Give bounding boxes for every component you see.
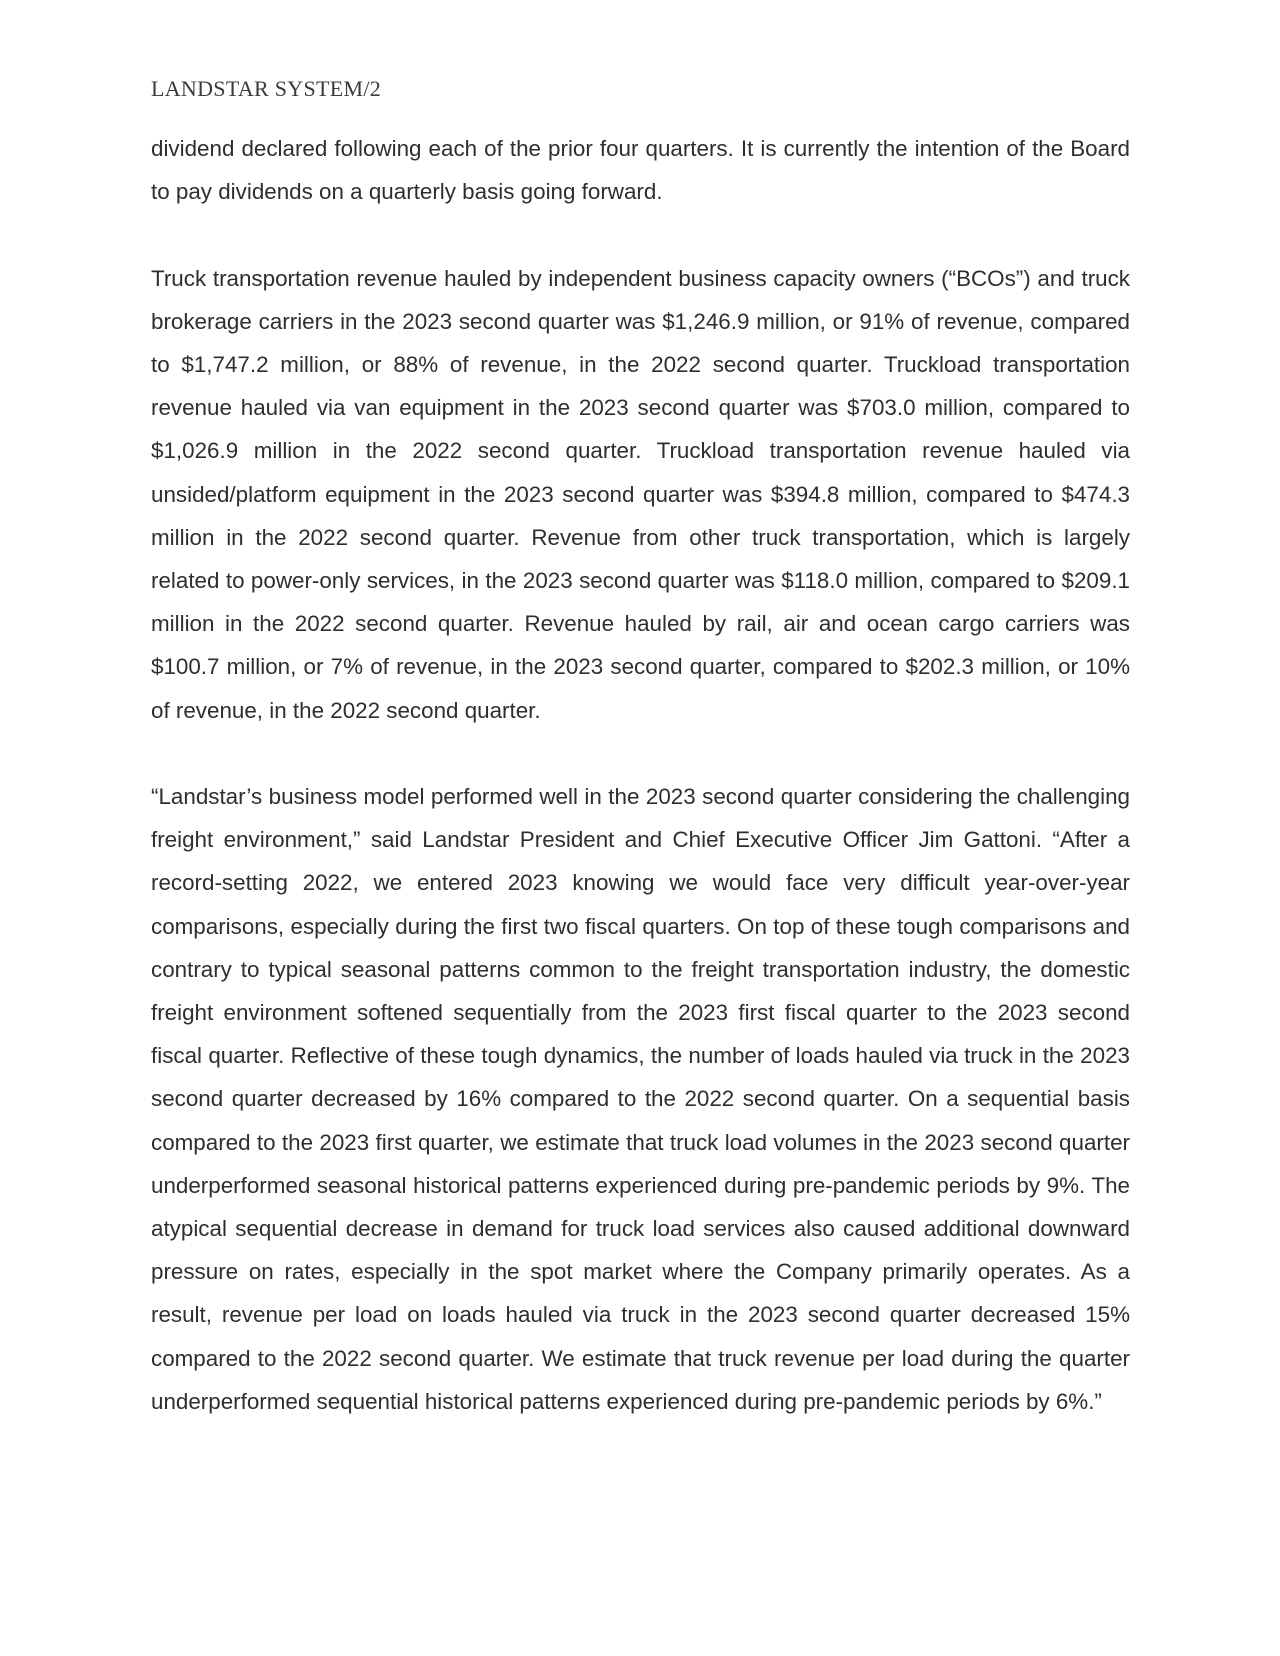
paragraph-ceo-quote: “Landstar’s business model performed well in the 2023 second quarter considering the challenging freight environment,” said Landstar President and Chief Executive Officer Jim Gattoni. “After a record-setting 2022, we entered 2023 knowing we would face very difficult year-over-year comparisons, especially during the first two fiscal quarters. On top of these tough comparisons and contrary to typical seasonal patterns common to the freight transportation industry, the domestic freight environment softened sequentially from the 2023 first fiscal quarter to the 2023 second fiscal quarter. Reflective of these tough dynamics, the number of loads hauled via truck in the 2023 second quarter decreased by 16% compared to the 2022 second quarter. On a sequential basis compared to the 2023 first quarter, we estimate that truck load volumes in the 2023 second quarter underperformed seasonal historical patterns experienced during pre-pandemic periods by 9%. The atypical sequential decrease in demand for truck load services also caused additional downward pressure on rates, especially in the spot market where the Company primarily operates. As a result, revenue per load on loads hauled via truck in the 2023 second quarter decreased 15% compared to the 2022 second quarter. We estimate that truck revenue per load during the quarter underperformed sequential historical patterns experienced during pre-pandemic periods by 6%.” <box>151 784 1130 1414</box>
body-text <box>151 127 1130 1423</box>
running-header: LANDSTAR SYSTEM/2 <box>151 76 382 101</box>
paragraph-truck-revenue: Truck transportation revenue hauled by independent business capacity owners (“BCOs”) and truck brokerage carriers in the 2023 second quarter was $1,246.9 million, or 91% of revenue, compared to $1,747.2 million, or 88% of revenue, in the 2022 second quarter. Truckload transportation revenue hauled via van equipment in the 2023 second quarter was $703.0 million, compared to $1,026.9 million in the 2022 second quarter. Truckload transportation revenue hauled via unsided/platform equipment in the 2023 second quarter was $394.8 million, compared to $474.3 million in the 2022 second quarter. Revenue from other truck transportation, which is largely related to power-only services, in the 2023 second quarter was $118.0 million, compared to $209.1 million in the 2022 second quarter. Revenue hauled by rail, air and ocean cargo carriers was $100.7 million, or 7% of revenue, in the 2023 second quarter, compared to $202.3 million, or 10% of revenue, in the 2022 second quarter. <box>151 265 1130 723</box>
paragraph-dividend-continuation: dividend declared following each of the prior four quarters. It is currently the intention of the Board to pay dividends on a quarterly basis going forward. <box>151 136 1130 205</box>
